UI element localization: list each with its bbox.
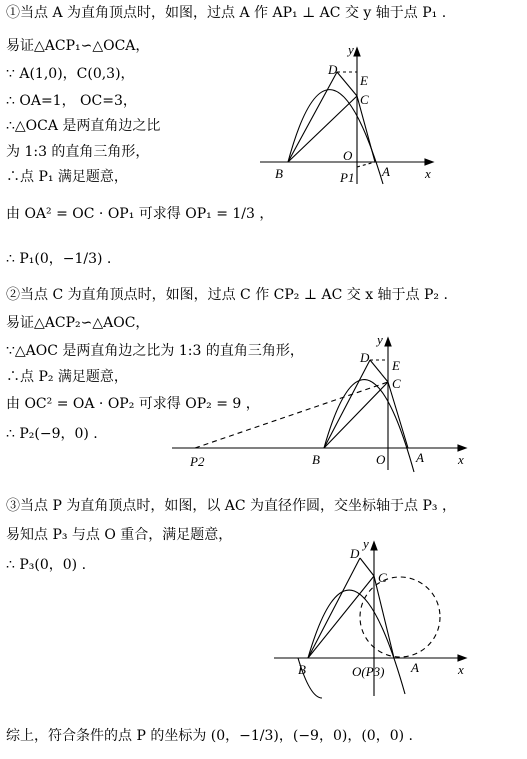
label-d: D — [328, 62, 338, 77]
label-e: E — [360, 73, 368, 88]
segment-bd — [324, 360, 370, 448]
label-b: B — [275, 166, 283, 181]
segment-ca — [388, 382, 408, 448]
label-c: C — [378, 570, 387, 585]
s1-line-5: ∴△OCA 是两直角边之比 — [6, 118, 161, 134]
label-x: x — [458, 662, 464, 677]
s3-line-1: ③当点 P 为直角顶点时，如图，以 AC 为直径作圆，交坐标轴于点 P₃ ， — [6, 498, 456, 514]
label-x: x — [425, 166, 431, 181]
circle-ac-diameter — [360, 577, 440, 657]
label-a: A — [382, 164, 390, 179]
s1-line-6: 为 1:3 的直角三角形， — [6, 144, 150, 160]
segment-bd — [308, 558, 360, 658]
segment-dc — [337, 72, 357, 96]
label-e: E — [392, 358, 400, 373]
figure-3-diagram — [270, 536, 475, 701]
label-y: y — [377, 332, 383, 347]
segment-bc — [308, 576, 374, 658]
label-d: D — [360, 350, 370, 365]
s1-line-9: ∴ P₁(0，−1/3) . — [6, 251, 112, 267]
s1-line-7: ∴点 P₁ 满足题意， — [6, 169, 128, 185]
s2-line-4: ∴点 P₂ 满足题意， — [6, 369, 128, 385]
label-x: x — [458, 452, 464, 467]
y-axis-arrow — [354, 48, 360, 56]
s2-line-3: ∵△AOC 是两直角边之比为 1:3 的直角三角形， — [6, 343, 304, 359]
label-o: O — [376, 452, 386, 467]
s3-line-2: 易知点 P₃ 与点 O 重合，满足题意， — [6, 527, 233, 543]
s2-line-2: 易证△ACP₂∽△AOC， — [6, 315, 150, 331]
label-a: A — [411, 660, 419, 675]
y-axis-arrow — [371, 542, 377, 550]
label-o: O — [343, 148, 353, 163]
label-d: D — [350, 546, 360, 561]
label-b: B — [298, 662, 306, 677]
label-b: B — [312, 452, 320, 467]
s3-line-3: ∴ P₃(0，0) . — [6, 557, 87, 573]
figure-1-diagram — [255, 42, 440, 187]
label-y: y — [348, 42, 354, 57]
y-axis-arrow — [385, 338, 391, 346]
conclusion-line: 综上，符合条件的点 P 的坐标为 (0，−1/3)，(−9，0)，(0，0) . — [6, 728, 413, 744]
x-axis-arrow — [425, 159, 433, 165]
segment-bd — [288, 72, 337, 162]
label-p1: P1 — [340, 170, 355, 185]
label-a: A — [416, 450, 424, 465]
label-p2: P2 — [190, 454, 205, 469]
s1-line-1: ①当点 A 为直角顶点时，如图，过点 A 作 AP₁ ⊥ AC 交 y 轴于点 P₁ . — [6, 5, 447, 21]
x-axis-arrow — [458, 655, 466, 661]
parabola — [324, 380, 414, 472]
label-y: y — [363, 536, 369, 551]
s2-line-1: ②当点 C 为直角顶点时，如图，过点 C 作 CP₂ ⊥ AC 交 x 轴于点 P₂ . — [6, 287, 448, 303]
s1-line-4: ∴ OA=1， OC=3， — [6, 93, 137, 109]
s1-line-3: ∵ A(1,0)，C(0,3)， — [6, 66, 135, 82]
segment-dc — [370, 360, 388, 382]
label-c: C — [392, 376, 401, 391]
label-o-p3: O(P3) — [352, 664, 385, 679]
dashed-cp2 — [195, 382, 388, 448]
label-c: C — [360, 92, 369, 107]
segment-dc — [360, 558, 374, 576]
s1-line-2: 易证△ACP₁∽△OCA， — [6, 38, 150, 54]
s1-line-8: 由 OA² = OC · OP₁ 可求得 OP₁ = 1/3 ， — [6, 206, 274, 222]
segment-bc — [324, 382, 388, 448]
s2-line-5: 由 OC² = OA · OP₂ 可求得 OP₂ = 9 ， — [6, 396, 260, 412]
figure-2-diagram — [170, 330, 475, 475]
dashed-ap1 — [357, 162, 375, 167]
x-axis-arrow — [458, 445, 466, 451]
s2-line-6: ∴ P₂(−9，0) . — [6, 426, 98, 442]
